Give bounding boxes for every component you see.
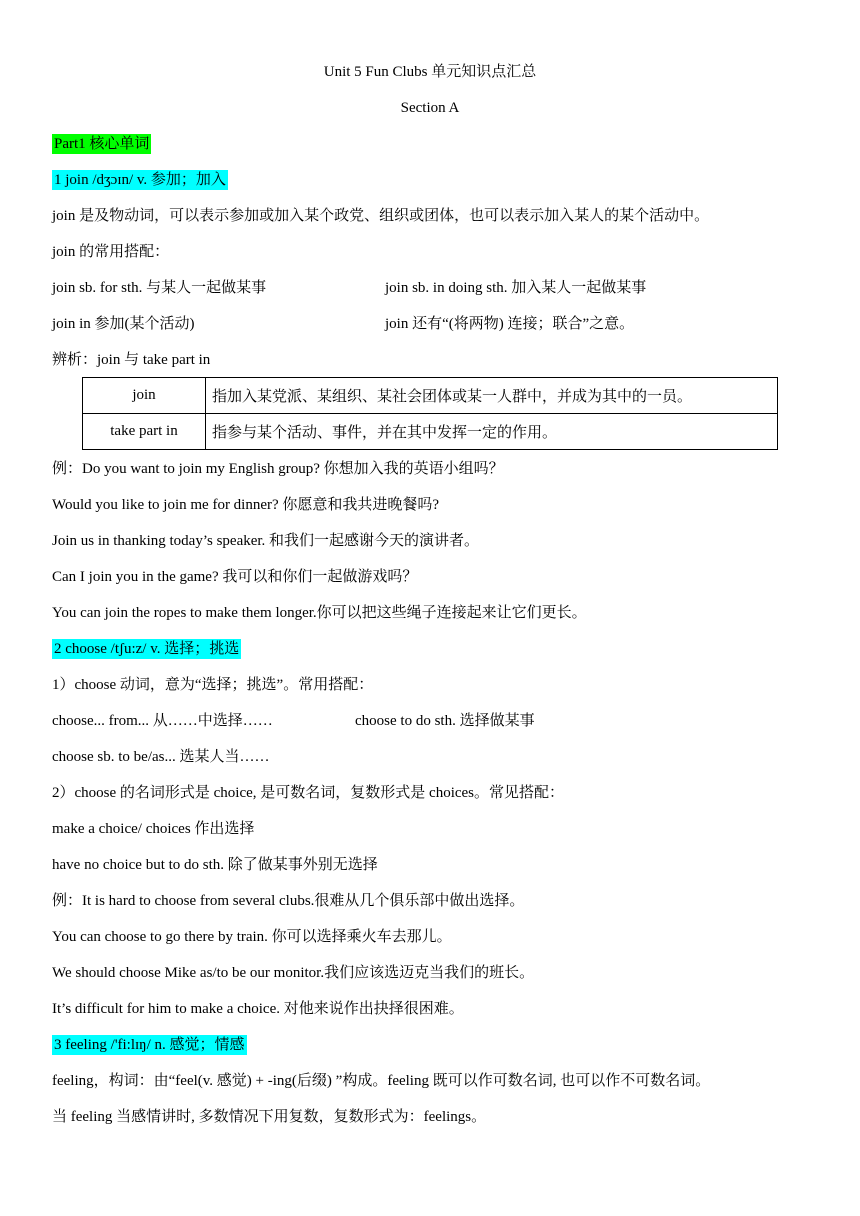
word1-colloc-3: join in 参加(某个活动) [52,316,195,332]
word3-desc-1: feeling，构词：由“feel(v. 感觉) + -ing(后缀) ”构成。feeling 既可以作可数名词, 也可以作不可数名词。 [52,1073,711,1089]
part1-label: Part1 核心单词 [54,136,150,152]
word1-colloc-1: join sb. for sth. 与某人一起做某事 [52,280,267,296]
word1-example-5: You can join the ropes to make them longer.你可以把这些绳子连接起来让它们更长。 [52,605,587,621]
word1-colloc-title: join 的常用搭配： [52,244,170,260]
word2-point-2: 2）choose 的名词形式是 choice, 是可数名词，复数形式是 choices。常见搭配： [52,785,565,801]
word1-colloc-4: join 还有“(将两物) 连接；联合”之意。 [385,316,635,332]
word1-colloc-2: join sb. in doing sth. 加入某人一起做某事 [385,280,647,296]
word3-label: 3 feeling /'fi:lɪŋ/ n. 感觉；情感 [54,1037,245,1053]
table-row [83,378,778,414]
word2-point-1: 1）choose 动词，意为“选择；挑选”。常用搭配： [52,677,374,693]
word2-label: 2 choose /tʃu:z/ v. 选择；挑选 [54,641,240,657]
table-meaning: 指参与某个活动、事件，并在其中发挥一定的作用。 [206,414,778,450]
word1-compare-title: 辨析：join 与 take part in [52,352,211,368]
section-title: Section A [400,100,460,116]
word2-colloc-5: have no choice but to do sth. 除了做某事外别无选择 [52,857,378,873]
word2-colloc-2: choose to do sth. 选择做某事 [355,713,535,729]
word3-heading [52,1035,247,1055]
word1-label: 1 join /dʒɔɪn/ v. 参加；加入 [54,172,226,188]
table-row [83,414,778,450]
word2-colloc-3: choose sb. to be/as... 选某人当…… [52,749,270,765]
word2-colloc-1: choose... from... 从……中选择…… [52,713,273,729]
word2-heading [52,639,241,659]
word1-example-1: 例：Do you want to join my English group? 你想加入我的英语小组吗？ [52,461,504,477]
word2-example-3: We should choose Mike as/to be our monitor.我们应该选迈克当我们的班长。 [52,965,535,981]
document-title: Unit 5 Fun Clubs 单元知识点汇总 [323,64,537,80]
table-meaning: 指加入某党派、某组织、某社会团体或某一人群中，并成为其中的一员。 [206,378,778,414]
comparison-table [82,377,778,450]
word3-desc-2: 当 feeling 当感情讲时, 多数情况下用复数，复数形式为：feelings。 [52,1109,487,1125]
word2-example-1: 例：It is hard to choose from several clubs.很难从几个俱乐部中做出选择。 [52,893,525,909]
word1-desc: join 是及物动词，可以表示参加或加入某个政党、组织或团体，也可以表示加入某人的某个活动中。 [52,208,710,224]
table-term: take part in [83,414,206,450]
word2-example-4: It’s difficult for him to make a choice. 对他来说作出抉择很困难。 [52,1001,464,1017]
word2-colloc-4: make a choice/ choices 作出选择 [52,821,255,837]
part-heading [52,134,151,154]
word1-example-4: Can I join you in the game? 我可以和你们一起做游戏吗？ [52,569,418,585]
word2-example-2: You can choose to go there by train. 你可以选择乘火车去那儿。 [52,929,452,945]
table-term: join [83,378,206,414]
word1-heading [52,170,228,190]
word1-example-3: Join us in thanking today’s speaker. 和我们一起感谢今天的演讲者。 [52,533,480,549]
word1-example-2: Would you like to join me for dinner? 你愿意和我共进晚餐吗? [52,497,440,513]
